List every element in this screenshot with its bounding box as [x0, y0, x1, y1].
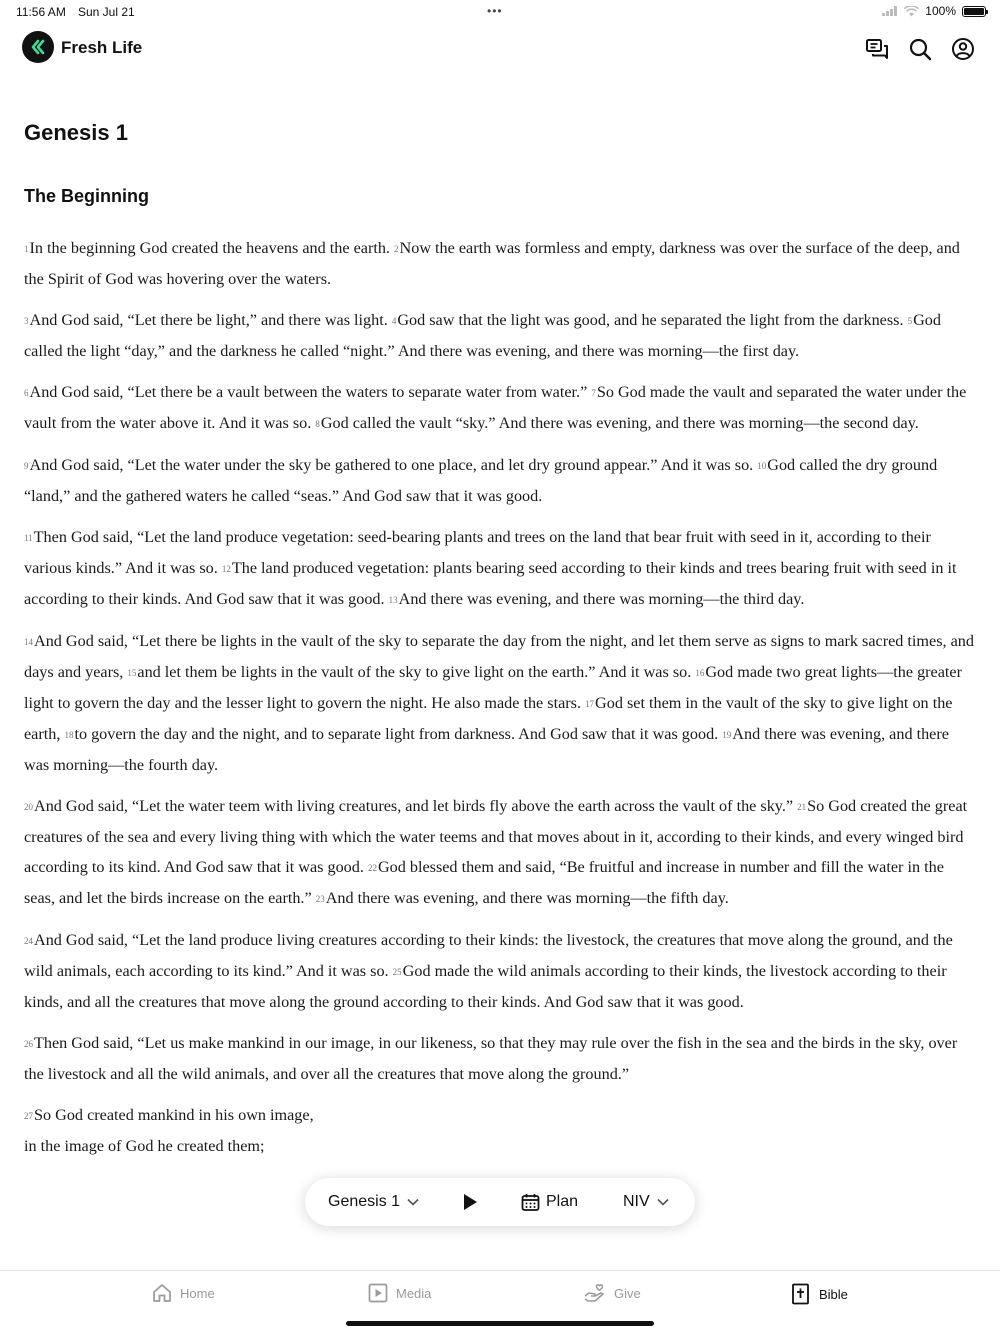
chapter-title: Genesis 1 [24, 120, 128, 145]
verse-text[interactable]: Then God said, “Let the land produce vegetation: seed-bearing plants and trees on the land that bear fruit with seed in it, according to their various kinds.” And it was so. [24, 528, 931, 577]
chevron-down-icon [406, 1195, 420, 1209]
profile-icon[interactable] [951, 37, 975, 61]
battery-percent: 100% [925, 4, 956, 18]
tab-home[interactable] [152, 1283, 215, 1303]
verse-text[interactable]: And God said, “Let there be light,” and there was light. [29, 311, 388, 329]
calendar-icon [521, 1193, 540, 1212]
verse-number[interactable]: 24 [24, 936, 33, 946]
verse-text[interactable]: And God said, “Let there be a vault between the waters to separate water from water.” [29, 383, 588, 401]
verse-number[interactable]: 14 [24, 637, 33, 647]
tab-bible-label: Bible [819, 1286, 848, 1302]
verse-text[interactable]: Now the earth was formless and empty, darkness was over the surface of the deep, and the Spirit of God was hovering over the waters. [24, 239, 960, 288]
cellular-signal-icon [882, 6, 898, 16]
verse-text[interactable]: So God created mankind in his own image, [34, 1106, 314, 1124]
verse-text[interactable]: God made the wild animals according to their kinds, the livestock according to their kinds, and all the creatures that move along the ground according to their kinds. And God saw that it was good. [24, 962, 947, 1011]
verse-text[interactable]: So God created the great creatures of the sea and every living thing with which the water teems and that moves about in it, according to their kinds, and every winged bird according to its kind. And God saw that it was good. [24, 797, 968, 876]
verse-paragraph [24, 233, 978, 294]
home-indicator[interactable] [346, 1321, 654, 1326]
verse-text[interactable]: and let them be lights in the vault of the sky to give light on the earth.” And it was so. [137, 663, 692, 681]
verse-number[interactable]: 20 [24, 802, 33, 812]
version-label: NIV [623, 1193, 650, 1210]
verse-number[interactable]: 6 [24, 388, 29, 398]
chevron-down-icon [656, 1195, 670, 1209]
verse-number[interactable]: 12 [221, 564, 231, 574]
verse-number[interactable]: 13 [388, 595, 398, 605]
chat-icon[interactable] [865, 37, 889, 61]
version-selector[interactable] [623, 1193, 670, 1211]
verse-number[interactable]: 11 [24, 533, 33, 543]
poetry-line[interactable]: in the image of God he created them; [24, 1137, 265, 1155]
plan-label: Plan [546, 1193, 579, 1210]
play-icon [462, 1193, 478, 1211]
verse-text[interactable]: And God said, “Let the water teem with living creatures, and let birds fly above the earth across the vault of the sky.” [34, 797, 794, 815]
verse-number[interactable]: 15 [127, 668, 137, 678]
verse-number[interactable]: 4 [391, 316, 397, 326]
verse-number[interactable]: 19 [722, 730, 732, 740]
verse-number[interactable]: 3 [24, 316, 29, 326]
verse-number[interactable]: 21 [797, 802, 807, 812]
verse-paragraph [24, 1028, 978, 1089]
verse-number[interactable]: 27 [24, 1111, 33, 1121]
verse-text[interactable]: So God made the vault and separated the water under the vault from the water above it. And it was so. [24, 383, 967, 432]
search-icon[interactable] [908, 37, 932, 61]
verse-number[interactable]: 8 [315, 419, 320, 429]
verse-paragraph [24, 377, 978, 439]
verse-text[interactable]: to govern the day and the night, and to separate light from darkness. And God saw that it was good. [74, 725, 719, 743]
status-date: Sun Jul 21 [78, 5, 135, 19]
home-icon [152, 1283, 172, 1303]
verse-number[interactable]: 10 [757, 461, 767, 471]
battery-fill [964, 8, 984, 15]
status-right [882, 4, 986, 18]
verse-text[interactable]: God called the light “day,” and the darkness he called “night.” And there was evening, and there was morning—the first day. [24, 311, 941, 360]
verse-text[interactable]: God saw that the light was good, and he separated the light from the darkness. [397, 311, 904, 329]
bible-controls [305, 1178, 695, 1226]
verse-text[interactable]: The land produced vegetation: plants bearing seed according to their kinds and trees bearing fruit with seed in it according to their kinds. And God saw that it was good. [24, 559, 957, 608]
status-time: 11:56 AM [16, 5, 66, 19]
chapter-selector[interactable] [328, 1193, 420, 1211]
give-icon [584, 1283, 606, 1303]
verse-paragraph [24, 522, 978, 615]
wifi-icon [904, 6, 919, 17]
play-audio-button[interactable] [462, 1193, 478, 1211]
verse-number[interactable]: 17 [585, 699, 595, 709]
bible-reader[interactable] [24, 96, 978, 1268]
multitasking-dots[interactable]: ••• [487, 4, 503, 18]
tab-home-label: Home [180, 1285, 215, 1301]
verse-text[interactable]: God made two great lights—the greater light to govern the day and the lesser light to govern the night. He also made the stars. [24, 663, 962, 712]
verse-list [24, 233, 978, 1161]
verse-text[interactable]: And there was evening, and there was morning—the third day. [398, 590, 805, 608]
verse-number[interactable]: 2 [394, 244, 399, 254]
verse-number[interactable]: 9 [24, 461, 29, 471]
verse-text[interactable]: And there was evening, and there was morning—the fifth day. [325, 889, 729, 907]
tab-media[interactable] [368, 1283, 431, 1303]
plan-button[interactable] [521, 1193, 578, 1212]
chapter-selector-label: Genesis 1 [328, 1193, 401, 1210]
verse-text[interactable]: In the beginning God created the heavens and the earth. [29, 239, 390, 257]
tab-bible[interactable] [791, 1283, 848, 1305]
verse-number[interactable]: 5 [907, 316, 913, 326]
tab-give-label: Give [614, 1285, 641, 1301]
verse-text[interactable]: And God said, “Let the land produce living creatures according to their kinds: the livestock, the creatures that move along the ground, and the wild animals, each according to its kind.” And it was so. [24, 931, 953, 980]
verse-paragraph [24, 305, 978, 366]
verse-paragraph [24, 1100, 978, 1161]
back-logo-icon[interactable] [22, 31, 54, 63]
app-header [0, 28, 1000, 68]
battery-icon [962, 6, 986, 17]
verse-number[interactable]: 22 [367, 863, 377, 873]
verse-text[interactable]: God blessed them and said, “Be fruitful and increase in number and fill the water in the seas, and let the birds increase on the earth.” [24, 858, 944, 907]
verse-number[interactable]: 25 [392, 967, 402, 977]
verse-text[interactable]: And there was evening, and there was morning—the fourth day. [24, 725, 949, 774]
media-icon [368, 1283, 388, 1303]
verse-text[interactable]: And God said, “Let the water under the sky be gathered to one place, and let dry ground appear.” And it was so. [29, 456, 754, 474]
status-bar [0, 0, 1000, 24]
tab-give[interactable] [584, 1283, 641, 1303]
verse-paragraph [24, 626, 978, 780]
section-title: The Beginning [24, 186, 149, 206]
verse-text[interactable]: God called the vault “sky.” And there was evening, and there was morning—the second day. [320, 414, 919, 432]
verse-number[interactable]: 18 [64, 730, 74, 740]
verse-number[interactable]: 7 [591, 388, 596, 398]
verse-number[interactable]: 16 [695, 668, 705, 678]
verse-paragraph [24, 925, 978, 1017]
bible-icon [791, 1283, 811, 1305]
verse-paragraph [24, 450, 978, 511]
verse-number[interactable]: 26 [24, 1039, 33, 1049]
verse-text[interactable]: Then God said, “Let us make mankind in our image, in our likeness, so that they may rule over the fish in the sea and the birds in the sky, over the livestock and all the wild animals, and over all the creatures that move along the ground.” [24, 1034, 958, 1083]
verse-number[interactable]: 1 [24, 244, 29, 254]
verse-text[interactable]: God called the dry ground “land,” and the gathered waters he called “seas.” And God saw that it was good. [24, 456, 938, 505]
verse-text[interactable]: God set them in the vault of the sky to give light on the earth, [24, 694, 953, 743]
app-title: Fresh Life [61, 38, 143, 57]
verse-text[interactable]: And God said, “Let there be lights in the vault of the sky to separate the day from the night, and let them serve as signs to mark sacred times, and days and years, [24, 632, 974, 681]
verse-number[interactable]: 23 [315, 894, 325, 904]
tab-media-label: Media [396, 1285, 432, 1301]
verse-paragraph [24, 791, 978, 914]
